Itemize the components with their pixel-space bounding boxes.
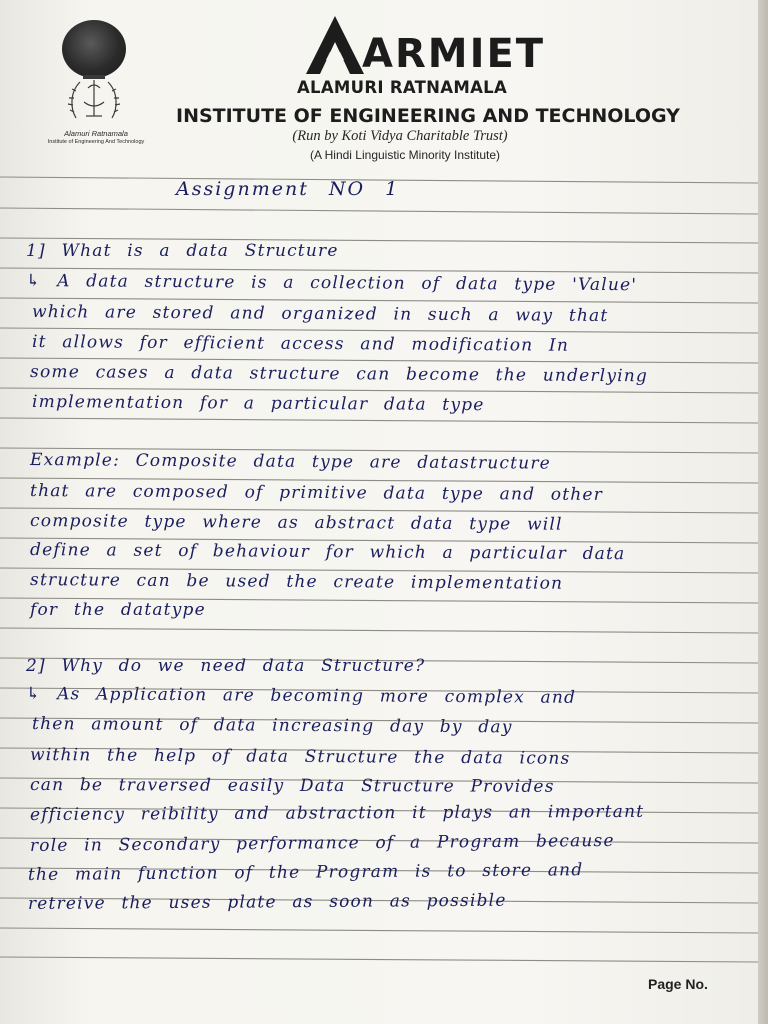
brand-a-icon [304, 14, 366, 76]
logo-caption [40, 130, 152, 146]
college-logo-icon [62, 20, 126, 78]
example-line-2: that are composed of primitive data type and other [30, 481, 604, 506]
answer-1-line-1: ↳ A data structure is a collection of data type 'Value' [26, 271, 638, 296]
answer-2-line-1: ↳ As Application are becoming more complex and [26, 684, 577, 708]
brand-name: ARMIET [362, 31, 546, 77]
example-line-4: define a set of behaviour for which a particular data [30, 540, 626, 565]
institute-name-line1: ALAMURI RATNAMALA [296, 78, 508, 97]
question-1-heading: 1] What is a data Structure [26, 241, 339, 261]
answer-1-line-5: implementation for a particular data type [32, 392, 485, 416]
answer-1-line-4: some cases a data structure can become the underlying [30, 362, 649, 387]
trust-line: (Run by Koti Vidya Charitable Trust) [292, 128, 508, 144]
minority-line: (A Hindi Linguistic Minority Institute) [309, 148, 501, 162]
logo-caption-name: Alamuri Ratnamala [64, 129, 128, 138]
answer-2-line-3: within the help of data Structure the data icons [30, 745, 571, 769]
example-line-6: for the datatype [30, 600, 206, 620]
institute-name-line2: INSTITUTE OF ENGINEERING AND TECHNOLOGY [176, 105, 680, 127]
answer-2-line-7: the main function of the Program is to store and [27, 860, 584, 885]
example-line-5: structure can be used the create implementation [30, 570, 564, 594]
page-edge [758, 0, 768, 1024]
answer-1-line-2: which are stored and organized in such a way that [32, 302, 609, 327]
answer-2-line-4: can be traversed easily Data Structure Provides [30, 775, 555, 797]
assignment-title: Assignment NO 1 [176, 178, 400, 200]
logo-caption-subtitle: Institute of Engineering And Technology [47, 139, 145, 145]
brand-wordmark [304, 14, 546, 78]
answer-2-line-2: then amount of data increasing day by day [32, 714, 513, 738]
question-2-heading: 2] Why do we need data Structure? [26, 656, 426, 676]
answer-2-line-5: efficiency reibility and abstraction it plays an important [29, 801, 645, 825]
example-line-3: composite type where as abstract data type will [30, 511, 563, 535]
answer-2-line-6: role in Secondary performance of a Program because [29, 830, 615, 856]
answer-2-line-8: retreive the uses plate as soon as possible [27, 890, 507, 914]
answer-1-line-3: it allows for efficient access and modification In [32, 332, 570, 356]
page-number-label: Page No. [648, 976, 708, 992]
example-line-1: Example: Composite data type are datastructure [30, 450, 552, 474]
